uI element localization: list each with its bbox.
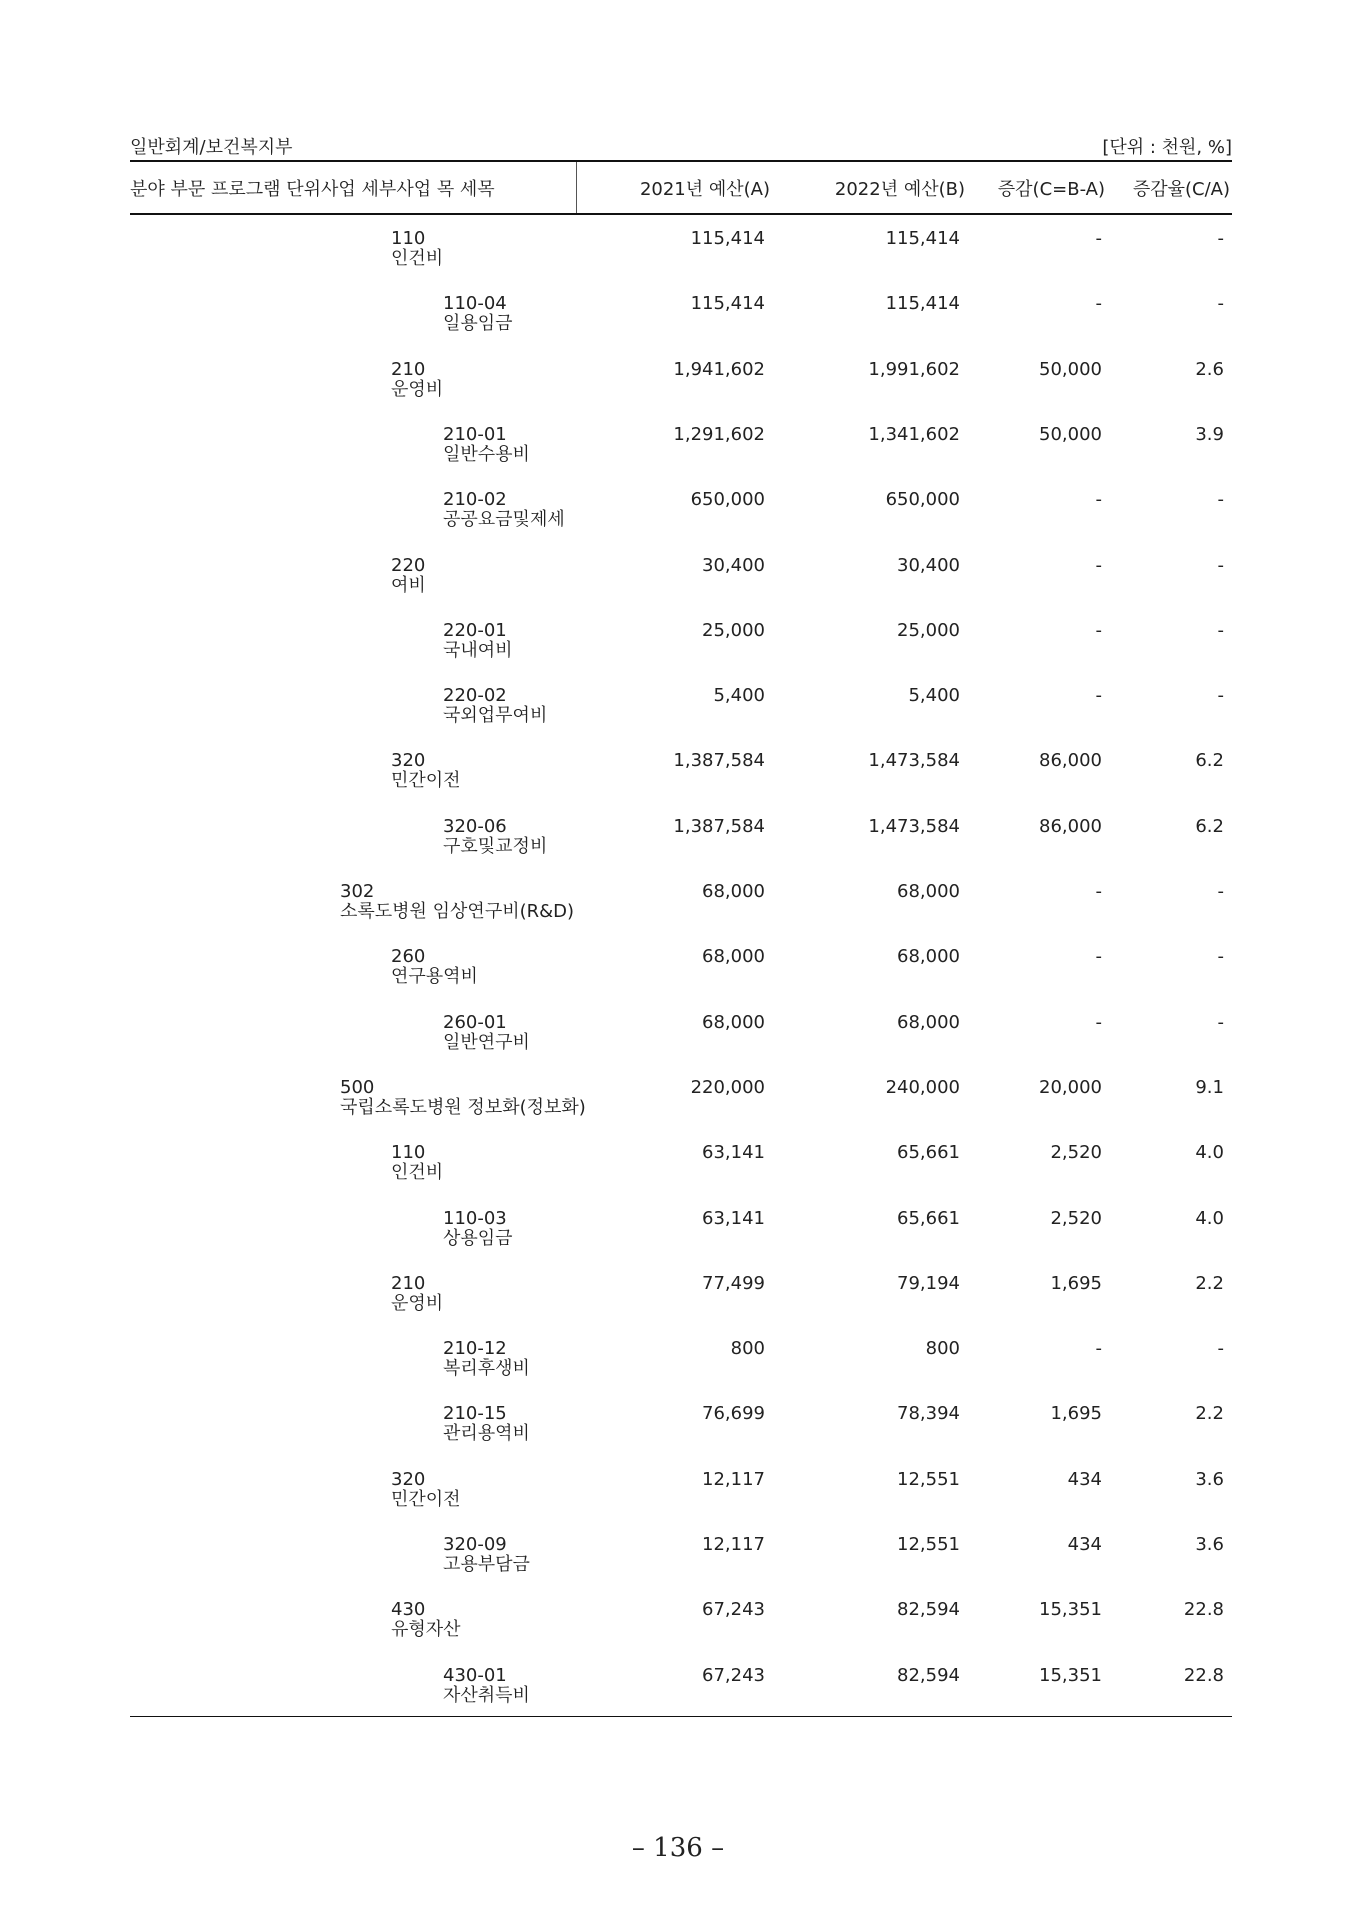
- table-row: [0, 1522, 1356, 1586]
- row-name: 운영비: [391, 378, 444, 400]
- row-code: 210-12: [443, 1338, 507, 1360]
- row-budget-2021: 1,387,584: [673, 815, 765, 837]
- row-budget-2021: 67,243: [702, 1664, 765, 1686]
- row-change: 86,000: [1039, 750, 1102, 772]
- table-row: [0, 804, 1356, 868]
- row-budget-2022: 79,194: [897, 1272, 960, 1294]
- row-budget-2021: 1,291,602: [673, 423, 765, 445]
- row-change: 50,000: [1039, 423, 1102, 445]
- row-code: 260: [391, 946, 426, 968]
- table-row: [0, 216, 1356, 280]
- row-change: 2,520: [1050, 1207, 1102, 1229]
- table-row: [0, 477, 1356, 541]
- row-budget-2021: 68,000: [702, 946, 765, 968]
- row-rate: 22.8: [1183, 1664, 1224, 1686]
- row-rate: 3.6: [1195, 1468, 1224, 1490]
- row-budget-2021: 30,400: [702, 554, 765, 576]
- row-budget-2021: 68,000: [702, 881, 765, 902]
- row-code: 500: [340, 1076, 375, 1098]
- row-change: -: [1095, 1011, 1102, 1033]
- row-rate: 6.2: [1195, 750, 1224, 772]
- row-rate: 2.2: [1195, 1272, 1224, 1294]
- row-name: 인건비: [391, 248, 444, 269]
- row-code: 220-02: [443, 685, 507, 707]
- row-rate: -: [1217, 881, 1224, 902]
- table-row: [0, 347, 1356, 411]
- row-budget-2022: 115,414: [885, 228, 960, 249]
- row-name: 자산취득비: [443, 1684, 530, 1706]
- row-rate: -: [1217, 293, 1224, 315]
- row-code: 430-01: [443, 1664, 507, 1686]
- row-budget-2021: 1,941,602: [673, 358, 765, 380]
- row-name: 유형자산: [391, 1619, 461, 1641]
- row-rate: -: [1217, 228, 1224, 249]
- row-change: 2,520: [1050, 1142, 1102, 1164]
- row-budget-2022: 78,394: [897, 1403, 960, 1425]
- row-budget-2022: 12,551: [897, 1534, 960, 1555]
- table-row: [0, 1000, 1356, 1064]
- row-budget-2022: 65,661: [897, 1207, 960, 1229]
- table-row: [0, 1391, 1356, 1455]
- row-budget-2022: 65,661: [897, 1142, 960, 1164]
- row-code: 110: [391, 1142, 426, 1164]
- row-budget-2022: 5,400: [908, 685, 960, 707]
- row-rate: 2.2: [1195, 1403, 1224, 1425]
- table-row: [0, 1196, 1356, 1260]
- row-budget-2021: 63,141: [702, 1207, 765, 1229]
- row-change: -: [1095, 881, 1102, 902]
- row-budget-2021: 650,000: [690, 489, 765, 511]
- row-budget-2021: 115,414: [690, 228, 765, 249]
- row-rate: 3.9: [1195, 423, 1224, 445]
- row-budget-2022: 1,473,584: [868, 815, 960, 837]
- row-name: 국외업무여비: [443, 705, 548, 727]
- row-name: 일반수용비: [443, 443, 530, 465]
- row-rate: 4.0: [1195, 1142, 1224, 1164]
- table-row: [0, 1457, 1356, 1521]
- row-change: 50,000: [1039, 358, 1102, 380]
- row-budget-2022: 1,341,602: [868, 423, 960, 445]
- unit-label: [단위 : 천원, %]: [1102, 137, 1232, 158]
- row-change: -: [1095, 619, 1102, 641]
- row-code: 220: [391, 554, 426, 576]
- row-code: 110-03: [443, 1207, 507, 1229]
- row-change: 15,351: [1039, 1664, 1102, 1686]
- row-name: 고용부담금: [443, 1554, 530, 1575]
- table-row: [0, 869, 1356, 933]
- row-change: 434: [1067, 1534, 1102, 1555]
- row-name: 복리후생비: [443, 1358, 530, 1380]
- row-rate: -: [1217, 1011, 1224, 1033]
- row-rate: 22.8: [1183, 1599, 1224, 1621]
- row-change: 86,000: [1039, 815, 1102, 837]
- row-code: 210: [391, 1272, 426, 1294]
- row-name: 관리용역비: [443, 1423, 530, 1445]
- row-budget-2022: 68,000: [897, 946, 960, 968]
- row-budget-2022: 30,400: [897, 554, 960, 576]
- row-budget-2021: 220,000: [690, 1076, 765, 1098]
- row-budget-2022: 800: [925, 1338, 960, 1360]
- row-budget-2022: 240,000: [885, 1076, 960, 1098]
- table-row: [0, 934, 1356, 998]
- row-budget-2021: 800: [730, 1338, 765, 1360]
- row-rate: -: [1217, 489, 1224, 511]
- row-change: -: [1095, 1338, 1102, 1360]
- row-budget-2021: 77,499: [702, 1272, 765, 1294]
- row-code: 110-04: [443, 293, 507, 315]
- row-budget-2022: 115,414: [885, 293, 960, 315]
- row-name: 인건비: [391, 1162, 444, 1184]
- row-rate: -: [1217, 946, 1224, 968]
- row-budget-2021: 5,400: [713, 685, 765, 707]
- row-change: 1,695: [1050, 1272, 1102, 1294]
- table-top-rule: [130, 160, 1232, 162]
- row-code: 320: [391, 1468, 426, 1490]
- table-row: [0, 673, 1356, 737]
- row-name: 민간이전: [391, 770, 461, 792]
- row-name: 민간이전: [391, 1488, 461, 1510]
- table-row: [0, 1587, 1356, 1651]
- row-name: 연구용역비: [391, 966, 478, 988]
- row-change: -: [1095, 293, 1102, 315]
- row-rate: -: [1217, 554, 1224, 576]
- row-change: 1,695: [1050, 1403, 1102, 1425]
- table-row: [0, 412, 1356, 476]
- table-row: [0, 281, 1356, 345]
- row-budget-2022: 1,473,584: [868, 750, 960, 772]
- row-budget-2021: 12,117: [702, 1468, 765, 1490]
- row-budget-2022: 82,594: [897, 1664, 960, 1686]
- row-code: 210-15: [443, 1403, 507, 1425]
- row-change: -: [1095, 554, 1102, 576]
- row-rate: 6.2: [1195, 815, 1224, 837]
- row-code: 320-06: [443, 815, 507, 837]
- row-code: 260-01: [443, 1011, 507, 1033]
- column-header-rate: 증감율(C/A): [1132, 179, 1230, 200]
- row-change: -: [1095, 685, 1102, 707]
- row-name: 여비: [391, 574, 426, 596]
- table-row: [0, 1065, 1356, 1129]
- row-change: -: [1095, 228, 1102, 249]
- table-row: [0, 1261, 1356, 1325]
- row-budget-2021: 115,414: [690, 293, 765, 315]
- row-budget-2022: 68,000: [897, 881, 960, 902]
- row-change: 15,351: [1039, 1599, 1102, 1621]
- row-budget-2022: 1,991,602: [868, 358, 960, 380]
- row-name: 일용임금: [443, 313, 513, 335]
- table-row: [0, 608, 1356, 672]
- table-header-rule: [130, 213, 1232, 215]
- row-budget-2022: 82,594: [897, 1599, 960, 1621]
- row-change: -: [1095, 946, 1102, 968]
- row-name: 국내여비: [443, 639, 513, 661]
- row-name: 국립소록도병원 정보화(정보화): [340, 1096, 586, 1118]
- row-name: 운영비: [391, 1292, 444, 1314]
- row-code: 210-02: [443, 489, 507, 511]
- row-code: 302: [340, 881, 375, 902]
- row-rate: 4.0: [1195, 1207, 1224, 1229]
- row-budget-2022: 25,000: [897, 619, 960, 641]
- row-change: 434: [1067, 1468, 1102, 1490]
- row-name: 소록도병원 임상연구비(R&D): [340, 901, 575, 922]
- row-budget-2021: 12,117: [702, 1534, 765, 1555]
- row-change: -: [1095, 489, 1102, 511]
- table-row: [0, 738, 1356, 802]
- row-name: 상용임금: [443, 1227, 513, 1249]
- row-rate: -: [1217, 1338, 1224, 1360]
- row-budget-2022: 650,000: [885, 489, 960, 511]
- row-rate: 2.6: [1195, 358, 1224, 380]
- row-budget-2021: 63,141: [702, 1142, 765, 1164]
- row-budget-2022: 12,551: [897, 1468, 960, 1490]
- column-header-change: 증감(C=B-A): [997, 179, 1105, 200]
- column-header-2021: 2021년 예산(A): [639, 179, 770, 200]
- row-code: 220-01: [443, 619, 507, 641]
- row-rate: 9.1: [1195, 1076, 1224, 1098]
- table-row: [0, 1130, 1356, 1194]
- row-budget-2021: 76,699: [702, 1403, 765, 1425]
- row-rate: -: [1217, 619, 1224, 641]
- row-budget-2021: 1,387,584: [673, 750, 765, 772]
- table-row: [0, 543, 1356, 607]
- column-header-item: 분야 부문 프로그램 단위사업 세부사업 목 세목: [130, 179, 495, 200]
- row-code: 210: [391, 358, 426, 380]
- row-code: 210-01: [443, 423, 507, 445]
- header-divider: [576, 162, 577, 213]
- row-rate: 3.6: [1195, 1534, 1224, 1555]
- row-budget-2021: 67,243: [702, 1599, 765, 1621]
- column-header-2022: 2022년 예산(B): [834, 179, 965, 200]
- row-budget-2022: 68,000: [897, 1011, 960, 1033]
- row-code: 320-09: [443, 1534, 507, 1555]
- row-change: 20,000: [1039, 1076, 1102, 1098]
- row-budget-2021: 68,000: [702, 1011, 765, 1033]
- row-code: 110: [391, 228, 426, 249]
- table-row: [0, 1326, 1356, 1390]
- row-name: 공공요금및제세: [443, 509, 565, 531]
- row-name: 일반연구비: [443, 1031, 530, 1053]
- page-number: – 136 –: [631, 1833, 725, 1863]
- row-code: 430: [391, 1599, 426, 1621]
- table-bottom-rule: [130, 1716, 1232, 1717]
- row-rate: -: [1217, 685, 1224, 707]
- table-row: [0, 1653, 1356, 1717]
- account-title: 일반회계/보건복지부: [130, 137, 293, 158]
- row-name: 구호및교정비: [443, 835, 548, 857]
- row-code: 320: [391, 750, 426, 772]
- row-budget-2021: 25,000: [702, 619, 765, 641]
